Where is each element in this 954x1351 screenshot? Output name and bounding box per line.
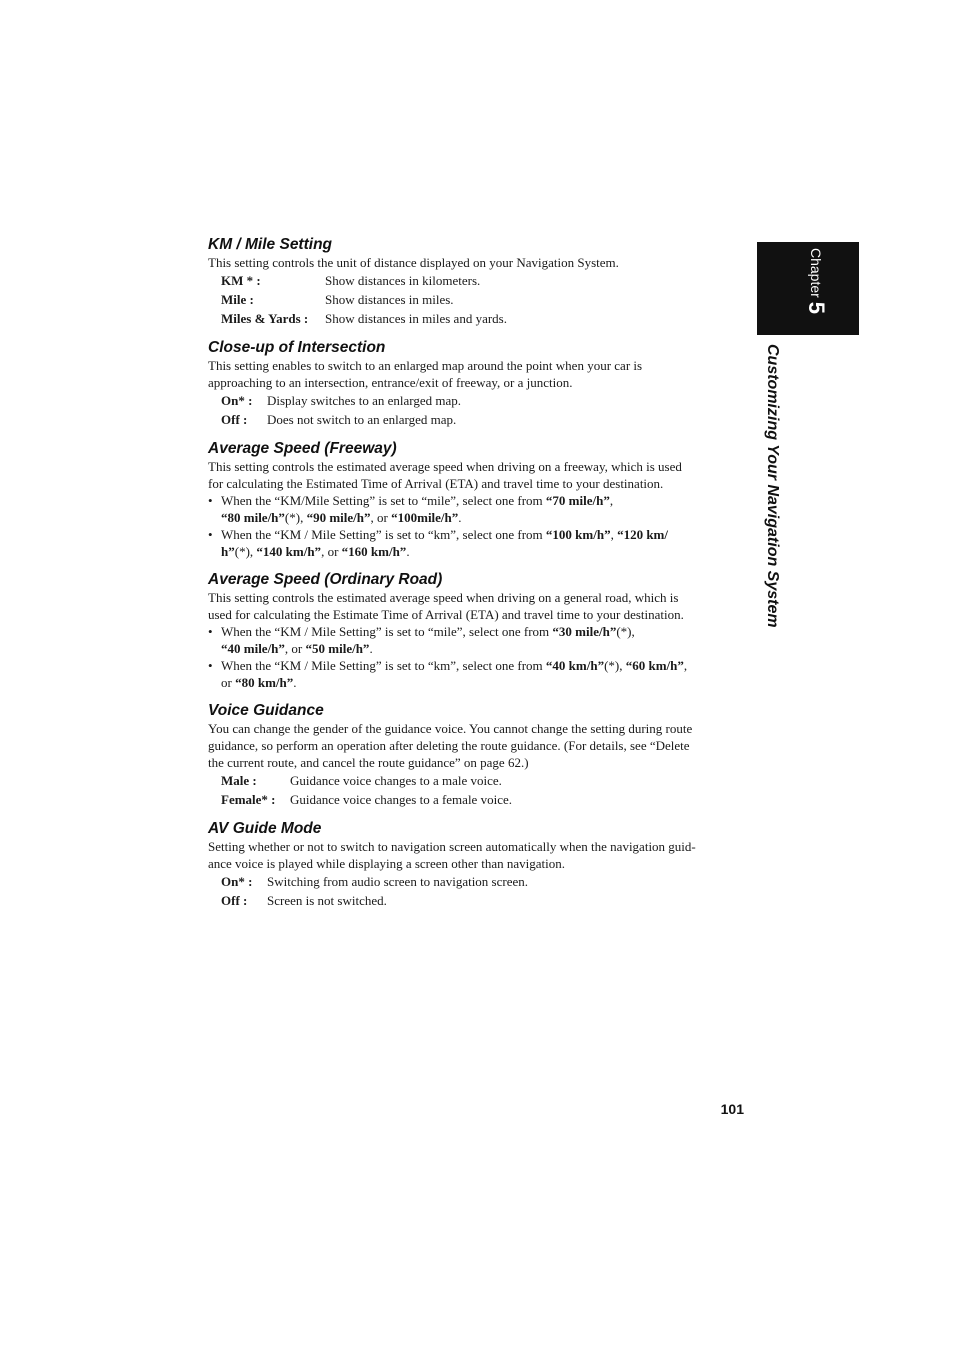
section-intro-line: for calculating the Estimated Time of Arrival (ETA) and travel time to your destination. — [208, 476, 664, 491]
option-row — [221, 290, 748, 309]
option-value: Display switches to an enlarged map. — [267, 393, 461, 408]
option-value: Show distances in kilometers. — [325, 273, 481, 288]
section-intro-line: the current route, and cancel the route guidance” on page 62.) — [208, 755, 529, 770]
bullet-item — [208, 623, 748, 657]
option-row — [221, 309, 748, 328]
chapter-tab-text — [804, 248, 829, 314]
section-title: KM / Mile Setting — [208, 236, 332, 253]
section-intro-line: guidance, so perform an operation after deleting the route guidance. (For details, see “Delete — [208, 738, 690, 753]
section-title: Average Speed (Ordinary Road) — [208, 571, 443, 588]
section-intro-line: This setting controls the estimated average speed when driving on a general road, which is — [208, 590, 679, 605]
option-key: Female* : — [221, 792, 276, 807]
section-intro: This setting controls the unit of distance displayed on your Navigation System. — [208, 255, 619, 270]
section-intro-line: Setting whether or not to switch to navigation screen automatically when the navigation guid- — [208, 839, 696, 854]
option-value: Does not switch to an enlarged map. — [267, 412, 457, 427]
section-intro-line: approaching to an intersection, entrance/exit of freeway, or a junction. — [208, 375, 573, 390]
section-av-guide-mode — [208, 820, 748, 910]
option-row — [221, 891, 748, 910]
option-row — [221, 790, 748, 809]
section-intro-line: You can change the gender of the guidance voice. You cannot change the setting during route — [208, 721, 693, 736]
bullet-item — [208, 657, 748, 691]
bullet-text: When the “KM / Mile Setting” is set to “mile”, select one from “30 mile/h”(*), “40 mile/h”, or “50 mile/h”. — [221, 624, 635, 656]
bullet-item — [208, 526, 748, 560]
section-title: Voice Guidance — [208, 702, 324, 719]
chapter-label: Chapter — [808, 248, 824, 298]
option-row — [221, 391, 748, 410]
page-content — [208, 236, 748, 921]
section-voice-guidance — [208, 702, 748, 809]
bullet-dot: • — [208, 658, 213, 673]
section-intro-line: used for calculating the Estimate Time of Arrival (ETA) and travel time to your destination. — [208, 607, 684, 622]
option-key: Male : — [221, 773, 257, 788]
option-key: Mile : — [221, 292, 254, 307]
section-close-up-of-intersection — [208, 339, 748, 429]
option-key: Off : — [221, 893, 248, 908]
chapter-tab — [757, 242, 859, 335]
option-value: Show distances in miles. — [325, 292, 454, 307]
option-value: Guidance voice changes to a male voice. — [290, 773, 502, 788]
option-key: On* : — [221, 874, 253, 889]
option-row — [221, 410, 748, 429]
chapter-number: 5 — [804, 301, 829, 314]
option-row — [221, 771, 748, 790]
chapter-side-title: Customizing Your Navigation System — [764, 344, 781, 628]
option-value: Switching from audio screen to navigation screen. — [267, 874, 529, 889]
section-intro-line: ance voice is played while displaying a screen other than navigation. — [208, 856, 566, 871]
section-title: Close-up of Intersection — [208, 339, 386, 356]
bullet-dot: • — [208, 493, 213, 508]
section-average-speed-ordinary-road — [208, 571, 748, 691]
option-key: Off : — [221, 412, 248, 427]
option-value: Screen is not switched. — [267, 893, 387, 908]
bullet-text: When the “KM / Mile Setting” is set to “km”, select one from “40 km/h”(*), “60 km/h”, or “80 km/h”. — [221, 658, 688, 690]
option-value: Show distances in miles and yards. — [325, 311, 507, 326]
section-title: Average Speed (Freeway) — [208, 440, 397, 457]
bullet-dot: • — [208, 624, 213, 639]
option-key: Miles & Yards : — [221, 311, 309, 326]
section-title: AV Guide Mode — [208, 820, 322, 837]
option-key: On* : — [221, 393, 253, 408]
section-average-speed-freeway — [208, 440, 748, 560]
bullet-text: When the “KM/Mile Setting” is set to “mile”, select one from “70 mile/h”, “80 mile/h”(*), “90 mile/h”, or “100mile/h”. — [221, 493, 614, 525]
section-intro-line: This setting controls the estimated average speed when driving on a freeway, which is used — [208, 459, 682, 474]
bullet-item — [208, 492, 748, 526]
option-value: Guidance voice changes to a female voice. — [290, 792, 512, 807]
bullet-text: When the “KM / Mile Setting” is set to “km”, select one from “100 km/h”, “120 km/ h”(*), “140 km/h”, or “160 km/h”. — [221, 527, 668, 559]
section-km-mile-setting — [208, 236, 748, 328]
bullet-dot: • — [208, 527, 213, 542]
option-key: KM * : — [221, 273, 261, 288]
page-number: 101 — [720, 1101, 744, 1117]
section-intro-line: This setting enables to switch to an enlarged map around the point when your car is — [208, 358, 643, 373]
option-row — [221, 271, 748, 290]
option-row — [221, 872, 748, 891]
